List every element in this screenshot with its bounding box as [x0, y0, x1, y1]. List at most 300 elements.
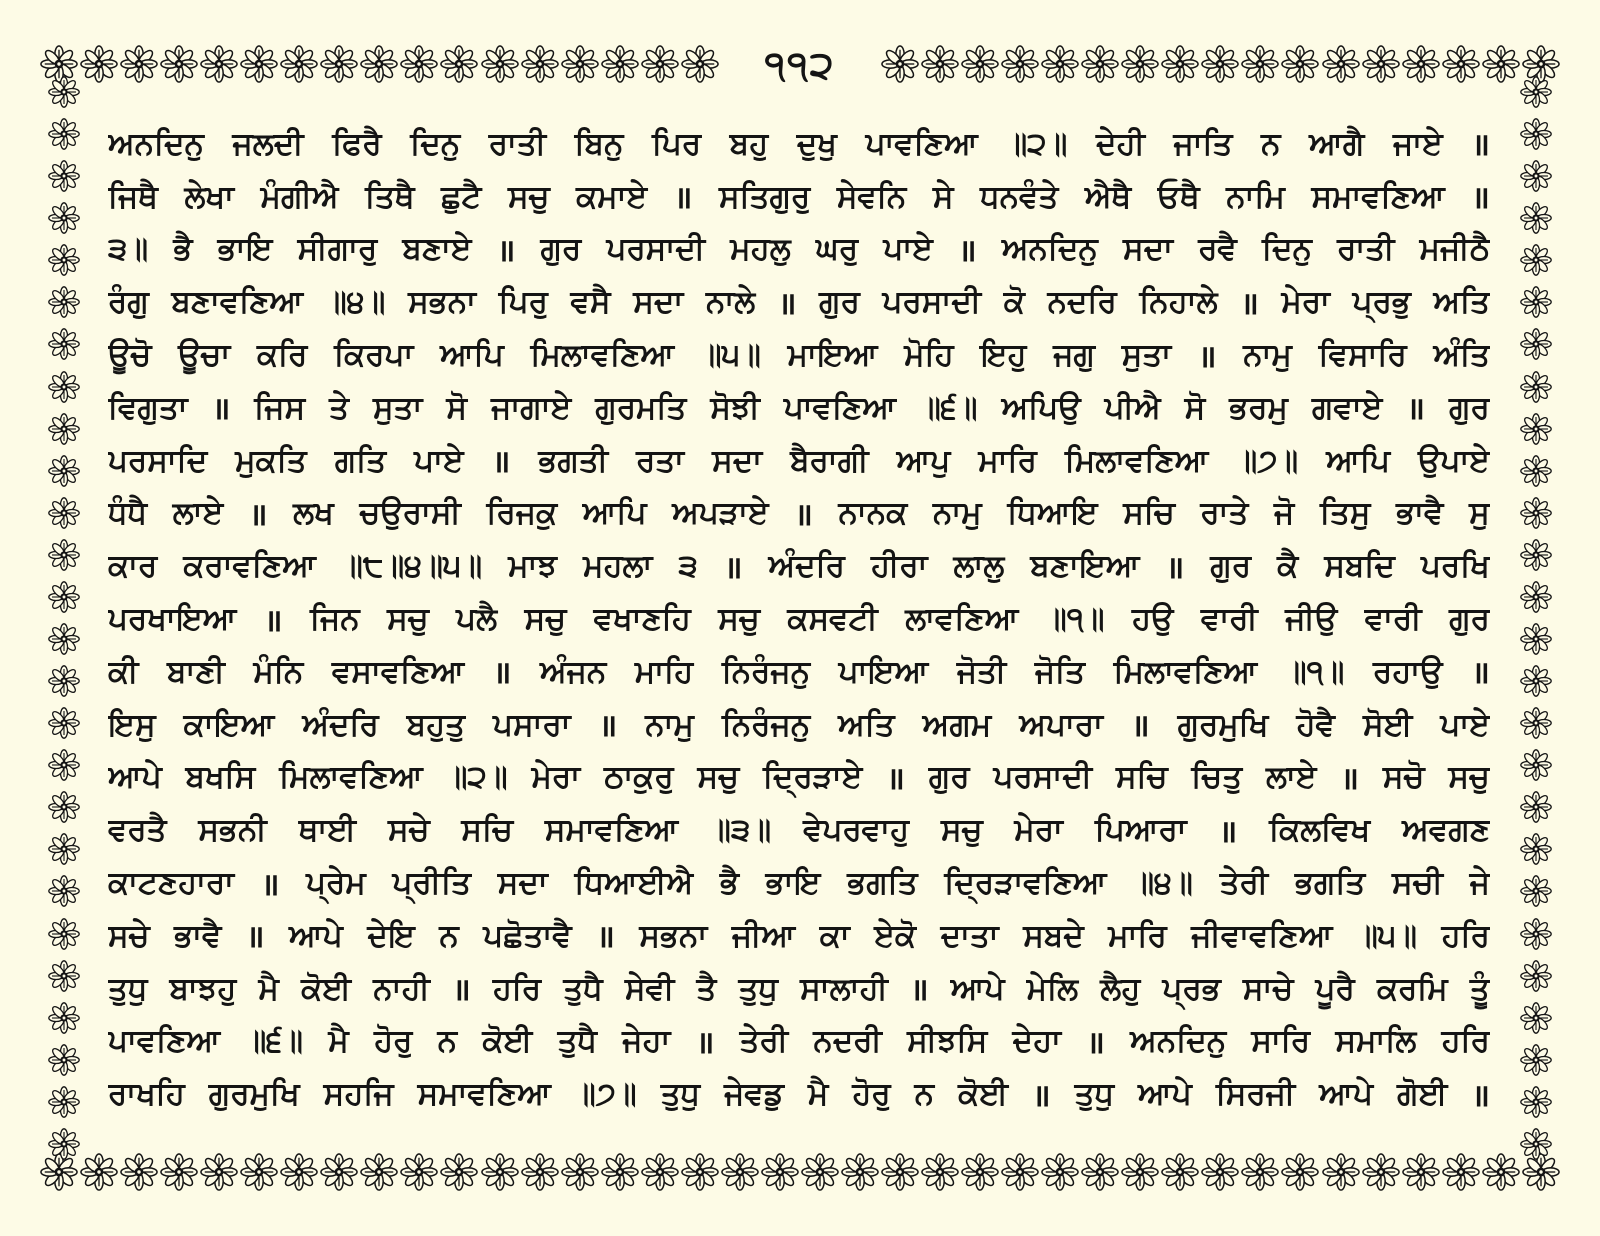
flower-icon — [1281, 1153, 1319, 1191]
word: ਕਿਰਪਾ — [334, 337, 414, 374]
word: ਸੇਵਨਿ — [836, 178, 907, 215]
flower-icon — [400, 45, 438, 83]
word: ਜਿਨ — [309, 601, 360, 638]
word: ਪਾਏ — [1440, 706, 1490, 743]
word: ਪਿਰੁ — [498, 284, 548, 321]
text-line — [108, 593, 1490, 646]
word: ਭਾਵੈ — [1396, 495, 1444, 532]
word: ਮਹਲਾ — [583, 548, 653, 585]
word: ਨਿਰੰਜਨੁ — [721, 653, 811, 690]
word: ਮੇਲਿ — [1026, 970, 1079, 1007]
flower-icon — [48, 286, 80, 318]
word: ਆਪੇ — [289, 917, 343, 954]
word: ਆਪਿ — [1326, 442, 1390, 479]
word: ਸਚਿ — [461, 812, 513, 849]
flower-icon — [1520, 118, 1552, 150]
word: ਜਾਤਿ — [1173, 125, 1233, 162]
word: ਭੈ — [173, 231, 193, 268]
word: ਧਨਵੰਤੇ — [980, 178, 1059, 215]
word: ਜੀਉ — [1285, 601, 1338, 638]
word: ਬਹੁ — [729, 125, 769, 162]
word: ॥ — [1218, 813, 1238, 850]
word: ਲਾਏ — [172, 495, 224, 532]
word: ਨਾਨਕ — [838, 495, 908, 532]
word: ਬਣਾਵਣਿਆ — [171, 284, 304, 321]
word: ਵਿਗੁਤਾ — [108, 389, 188, 426]
word: ਉਪਾਏ — [1418, 442, 1490, 479]
flower-icon — [48, 581, 80, 613]
flower-icon — [48, 623, 80, 655]
word: ਅਪੜਾਏ — [672, 495, 769, 532]
word: ਸਚੁ — [524, 601, 567, 638]
word: ਅਨਦਿਨੁ — [108, 125, 204, 162]
word: ਭਗਤੀ — [538, 442, 609, 479]
word: ॥ — [1165, 549, 1185, 586]
text-line — [108, 1016, 1490, 1069]
word: ਸਚੁ — [697, 759, 740, 796]
word: ॥੫॥ — [1357, 917, 1418, 954]
word: ਕਸਵਟੀ — [787, 601, 878, 638]
flower-icon — [921, 1153, 959, 1191]
word: ਬਖਸਿ — [185, 759, 256, 796]
word: ਚਿਤੁ — [1191, 759, 1243, 796]
flower-icon — [48, 875, 80, 907]
word: ਨ — [914, 1076, 935, 1113]
bottom-border — [40, 1150, 1560, 1194]
flower-icon — [1201, 45, 1239, 83]
flower-icon — [360, 45, 398, 83]
word: ਤੁਧੁ — [1074, 1076, 1115, 1113]
word: ਅੰਦਰਿ — [768, 548, 845, 585]
word: ਰੰਗੁ — [108, 284, 149, 321]
flower-icon — [1520, 539, 1552, 571]
word: ਅਤਿ — [838, 706, 895, 743]
flower-icon — [48, 749, 80, 781]
word: ਗੁਰਮੁਖਿ — [208, 1076, 300, 1113]
word: ਗੁਰ — [819, 284, 860, 321]
word: ਵਖਾਣਹਿ — [593, 601, 691, 638]
flower-icon — [1402, 45, 1440, 83]
word: ਪਰਸਾਦਿ — [108, 442, 208, 479]
flower-icon — [48, 455, 80, 487]
word: ਸਚੇ — [108, 917, 150, 954]
word: ਬੈਰਾਗੀ — [790, 442, 869, 479]
flower-icon — [48, 371, 80, 403]
flower-icon — [481, 45, 519, 83]
flower-icon — [561, 45, 599, 83]
word: ਜਾਗਾਏ — [491, 389, 572, 426]
word: ਗੁਰ — [1449, 601, 1490, 638]
flower-icon — [48, 1002, 80, 1034]
word: ਕਾਟਣਹਾਰਾ — [108, 865, 235, 902]
word: ॥ — [491, 444, 511, 481]
word: ॥ — [598, 708, 618, 745]
word: ॥ — [211, 391, 231, 428]
left-border — [42, 76, 86, 1160]
word: ॥ — [492, 655, 512, 692]
word: ॥ — [777, 285, 797, 322]
word: ਮਾਝ — [508, 548, 557, 585]
flower-icon — [160, 45, 198, 83]
flower-icon — [1520, 1044, 1552, 1076]
flower-icon — [200, 45, 238, 83]
word: ॥ — [1340, 760, 1359, 797]
word: ਧੰਧੈ — [108, 495, 148, 532]
text-line — [108, 382, 1490, 435]
word: ਗੁਰ — [1210, 548, 1252, 585]
word: ਮਜੀਠੈ — [1419, 231, 1490, 268]
word: ਸੇਵੀ — [624, 970, 675, 1007]
word: ਸਭਨਾ — [639, 917, 708, 954]
word: ਗਵਾਏ — [1311, 389, 1383, 426]
text-line — [108, 224, 1490, 277]
flower-icon — [240, 1153, 278, 1191]
word: ਸਾਲਾਹੀ — [800, 970, 888, 1007]
word: ਪਾਇਆ — [838, 653, 929, 690]
word: ॥ — [452, 972, 471, 1009]
word: ਆਪੇ — [108, 759, 162, 796]
word: ਕਰਮਿ — [1376, 970, 1448, 1007]
word: ਜੇਹਾ — [622, 1023, 671, 1060]
word: ਰਹਾਉ — [1373, 653, 1443, 690]
word: ਸੋ — [1184, 389, 1206, 426]
text-line — [108, 171, 1490, 224]
flower-icon — [681, 1153, 719, 1191]
word: ਵਾਰੀ — [1364, 601, 1422, 638]
word: ੩॥ — [108, 231, 149, 268]
word: ਗੁਰਮੁਖਿ — [1177, 706, 1269, 743]
word: ॥ — [245, 919, 265, 956]
flower-icon — [801, 1153, 839, 1191]
word: ੩ — [678, 548, 698, 585]
flower-icon — [1121, 1153, 1159, 1191]
flower-icon — [1520, 875, 1552, 907]
word: ਸੇ — [932, 178, 954, 215]
word: ਜੀਆ — [731, 917, 796, 954]
word: ਕਿਲਵਿਖ — [1269, 812, 1371, 849]
word: ਪਾਏ — [883, 231, 933, 268]
word: ਕਮਾਏ — [576, 178, 648, 215]
flower-icon — [48, 497, 80, 529]
flower-icon — [1520, 960, 1552, 992]
word: ਚਉਰਾਸੀ — [359, 495, 461, 532]
word: ਤਿਸੁ — [1319, 495, 1371, 532]
flower-icon — [1041, 45, 1079, 83]
word: ਨਾਲੇ — [705, 284, 756, 321]
word: ਭਾਇ — [765, 865, 821, 902]
flower-icon — [1520, 328, 1552, 360]
word: ਕੀ — [108, 653, 139, 690]
text-line — [108, 1068, 1490, 1121]
word: ਪਰਸਾਦੀ — [606, 231, 706, 268]
flower-icon — [761, 1153, 799, 1191]
word: ॥ — [263, 602, 283, 639]
word: ਆਗੈ — [1309, 125, 1365, 162]
flower-icon — [1241, 45, 1279, 83]
flower-icon — [1520, 833, 1552, 865]
word: ਭੈ — [719, 865, 739, 902]
word: ਮੇਰਾ — [1014, 812, 1063, 849]
word: ਰਾਤੀ — [1337, 231, 1395, 268]
word: ਤੂੰ — [1469, 970, 1490, 1007]
flower-icon — [961, 1153, 999, 1191]
word: ਮਾਹਿ — [634, 653, 694, 690]
word: ਅਤਿ — [1433, 284, 1490, 321]
flower-icon — [1520, 497, 1552, 529]
flower-icon — [120, 45, 158, 83]
word: ਕਰਾਵਣਿਆ — [183, 548, 316, 585]
word: ਅਪਿਉ — [1001, 389, 1081, 426]
word: ਦ੍ਰਿੜਾਵਣਿਆ — [944, 865, 1107, 902]
word: ॥ — [910, 972, 929, 1009]
flower-icon — [280, 45, 318, 83]
word: ॥ — [1240, 285, 1259, 322]
word: ਰਿਜਕੁ — [486, 495, 558, 532]
word: ਮਿਲਾਵਣਿਆ — [1113, 653, 1258, 690]
flower-icon — [1520, 581, 1552, 613]
word: ਮਿਲਾਵਣਿਆ — [530, 337, 675, 374]
flower-icon — [48, 1044, 80, 1076]
word: ਵੇਪਰਵਾਹੁ — [803, 812, 909, 849]
word: ਨਿਰੰਜਨੁ — [721, 706, 811, 743]
word: ਭਾਇ — [217, 231, 273, 268]
word: ॥੮॥੪॥੫॥ — [341, 548, 483, 585]
text-line — [108, 804, 1490, 857]
word: ਮੰਨਿ — [253, 653, 304, 690]
flower-icon — [881, 1153, 919, 1191]
word: ਪੀਐ — [1104, 389, 1161, 426]
word: ਆਪੇ — [1138, 1076, 1192, 1113]
flower-icon — [320, 1153, 358, 1191]
word: ਮਿਲਾਵਣਿਆ — [279, 759, 423, 796]
word: ਠਾਕੁਰੁ — [603, 759, 674, 796]
flower-icon — [48, 707, 80, 739]
flower-icon — [721, 1153, 759, 1191]
word: ਜਗੁ — [1053, 337, 1096, 374]
word: ਨਿਹਾਲੇ — [1139, 284, 1218, 321]
word: ਦੇਇ — [367, 917, 415, 954]
word: ॥੫॥ — [700, 337, 761, 374]
word: ਅੰਜਨ — [539, 653, 607, 690]
word: ਭਗਤਿ — [847, 865, 918, 902]
word: ਗੋਈ — [1397, 1076, 1448, 1113]
word: ਸਭਨਾ — [408, 284, 477, 321]
word: ਸਦਾ — [497, 865, 548, 902]
flower-icon — [561, 1153, 599, 1191]
word: ਲਾਏ — [1266, 759, 1317, 796]
word: ਸੁਤਾ — [1121, 337, 1172, 374]
text-line — [108, 118, 1490, 171]
flower-icon — [1001, 1153, 1039, 1191]
flower-icon — [48, 118, 80, 150]
word: ਦਿਨੁ — [410, 125, 461, 162]
scripture-text — [108, 118, 1490, 1121]
flower-icon — [841, 1153, 879, 1191]
word: ਸਾਚੇ — [1242, 970, 1294, 1007]
word: ॥ — [496, 232, 516, 269]
flower-icon — [48, 918, 80, 950]
word: ਭਗਤਿ — [1294, 865, 1366, 902]
flower-icon — [48, 160, 80, 192]
word: ਅੰਦਰਿ — [302, 706, 379, 743]
word: ਪ੍ਰੀਤਿ — [392, 865, 471, 902]
word: ॥ — [1197, 338, 1217, 375]
word: ਸਮਾਵਣਿਆ — [417, 1076, 551, 1113]
flower-icon — [48, 76, 80, 108]
word: ਕੋਈ — [482, 1023, 533, 1060]
flower-icon — [481, 1153, 519, 1191]
word: ॥ — [673, 180, 693, 217]
word: ਗੁਰਮਤਿ — [595, 389, 687, 426]
word: ਪਸਾਰਾ — [493, 706, 571, 743]
word: ਵਰਤੈ — [108, 812, 167, 849]
word: ਕਾ — [819, 917, 850, 954]
word: ਲੈਹੁ — [1100, 970, 1141, 1007]
word: ਹੀਰਾ — [871, 548, 928, 585]
word: ਦੇਹਾ — [1012, 1023, 1061, 1060]
word: ਸਮਾਵਣਿਆ — [1311, 178, 1445, 215]
word: ਦੁਖੁ — [796, 125, 837, 162]
text-line — [108, 699, 1490, 752]
flower-icon — [601, 45, 639, 83]
word: ਪਛੋਤਾਵੈ — [483, 917, 572, 954]
word: ਕੈ — [1277, 548, 1299, 585]
flower-icon — [120, 1153, 158, 1191]
word: ਸਦਾ — [1122, 231, 1173, 268]
word: ਸੋਈ — [1362, 706, 1413, 743]
flower-icon — [881, 45, 919, 83]
word: ਤੇਰੀ — [739, 1023, 789, 1060]
word: ਨਾਹੀ — [373, 970, 430, 1007]
flower-icon — [48, 665, 80, 697]
flower-icon — [1520, 665, 1552, 697]
word: ਸੀਗਾਰੁ — [297, 231, 378, 268]
word: ॥ — [1032, 1077, 1051, 1114]
word: ਪ੍ਰਭ — [1162, 970, 1221, 1007]
flower-icon — [1520, 76, 1552, 108]
word: ਨਦਰਿ — [1047, 284, 1117, 321]
word: ਤੁਧੈ — [563, 970, 603, 1007]
word: ਤੁਧੈ — [557, 1023, 597, 1060]
word: ॥੭॥ — [1236, 442, 1299, 479]
word: ॥ — [723, 549, 743, 586]
word: ਸਚੇ — [387, 812, 430, 849]
word: ਲੇਖਾ — [184, 178, 234, 215]
flower-icon — [400, 1153, 438, 1191]
word: ਗਤਿ — [334, 442, 387, 479]
word: ਕੋਈ — [301, 970, 352, 1007]
flower-icon — [1041, 1153, 1079, 1191]
word: ॥ — [248, 496, 268, 533]
word: ਮੋਹਿ — [904, 337, 954, 374]
word: ਤਿਥੈ — [365, 178, 415, 215]
word: ਮੈ — [328, 1023, 349, 1060]
word: ਮੰਗੀਐ — [260, 178, 339, 215]
word: ਅਗਮ — [922, 706, 992, 743]
word: ਵਿਸਾਰਿ — [1318, 337, 1407, 374]
word: ॥੭॥ — [574, 1076, 637, 1113]
word: ਓਥੈ — [1157, 178, 1200, 215]
word: ਜਿਸ — [254, 389, 306, 426]
text-line — [108, 276, 1490, 329]
word: ਮਿਲਾਵਣਿਆ — [1064, 442, 1209, 479]
flower-icon — [1520, 371, 1552, 403]
word: ਰਵੈ — [1198, 231, 1237, 268]
flower-icon — [1520, 623, 1552, 655]
word: ਮੈ — [258, 970, 279, 1007]
word: ਪ੍ਰੇਮ — [306, 865, 366, 902]
word: ਤੇਰੀ — [1219, 865, 1269, 902]
word: ਸਭਨੀ — [198, 812, 267, 849]
word: ਅੰਤਿ — [1433, 337, 1490, 374]
word: ਰਤਾ — [636, 442, 685, 479]
word: ਪਰਸਾਦੀ — [882, 284, 982, 321]
word: ਆਪਿ — [440, 337, 504, 374]
word: ਹਰਿ — [1441, 1023, 1490, 1060]
word: ਨ — [1261, 125, 1281, 162]
flower-icon — [48, 960, 80, 992]
word: ਜੇਵਡੁ — [724, 1076, 784, 1113]
word: ਪਲੈ — [456, 601, 498, 638]
word: ਇਸੁ — [108, 706, 156, 743]
word: ॥੬॥ — [920, 389, 978, 426]
word: ਲਾਲੁ — [953, 548, 1005, 585]
flower-icon — [521, 45, 559, 83]
word: ॥ — [596, 919, 615, 956]
word: ਨਾਮੁ — [933, 495, 982, 532]
word: ਦ੍ਰਿੜਾਏ — [762, 759, 863, 796]
word: ਜੇ — [1469, 865, 1490, 902]
word: ਸਚੁ — [387, 601, 429, 638]
flower-icon — [1520, 749, 1552, 781]
word: ਬਣਾਇਆ — [1030, 548, 1140, 585]
flower-icon — [1520, 918, 1552, 950]
word: ਹੋਵੈ — [1296, 706, 1335, 743]
word: ਨ — [439, 917, 459, 954]
flower-icon — [601, 1153, 639, 1191]
word: ॥ — [958, 232, 977, 269]
word: ਦਾਤਾ — [940, 917, 999, 954]
flower-icon — [48, 1128, 80, 1160]
flower-icon — [1520, 455, 1552, 487]
text-line — [108, 435, 1490, 488]
word: ॥ — [1471, 180, 1490, 217]
flower-icon — [1520, 202, 1552, 234]
flower-icon — [1520, 1002, 1552, 1034]
word: ਲਖ — [293, 495, 334, 532]
text-line — [108, 329, 1490, 382]
word: ਸਚੁ — [508, 178, 550, 215]
word: ਸਬਦਿ — [1324, 548, 1395, 585]
word: ਵਾਰੀ — [1200, 601, 1258, 638]
word: ਬਣਾਏ — [402, 231, 472, 268]
word: ਸਚੀ — [1392, 865, 1443, 902]
word: ਕਰਿ — [257, 337, 308, 374]
flower-icon — [440, 1153, 478, 1191]
word: ਅਪਾਰਾ — [1019, 706, 1103, 743]
word: ਤੈ — [696, 970, 717, 1007]
word: ਸਮਾਵਣਿਆ — [544, 812, 679, 849]
word: ਪ੍ਰਭੁ — [1352, 284, 1411, 321]
word: ਤੇ — [329, 389, 350, 426]
word: ਹੋਰੁ — [852, 1076, 891, 1113]
word: ਧਿਆਈਐ — [574, 865, 694, 902]
word: ਨਾਮਿ — [1226, 178, 1285, 215]
word: ਮੇਰਾ — [531, 759, 581, 796]
word: ਪਰਖਿ — [1420, 548, 1490, 585]
word: ਮੁਕਤਿ — [235, 442, 307, 479]
word: ਛੁਟੈ — [441, 178, 482, 215]
